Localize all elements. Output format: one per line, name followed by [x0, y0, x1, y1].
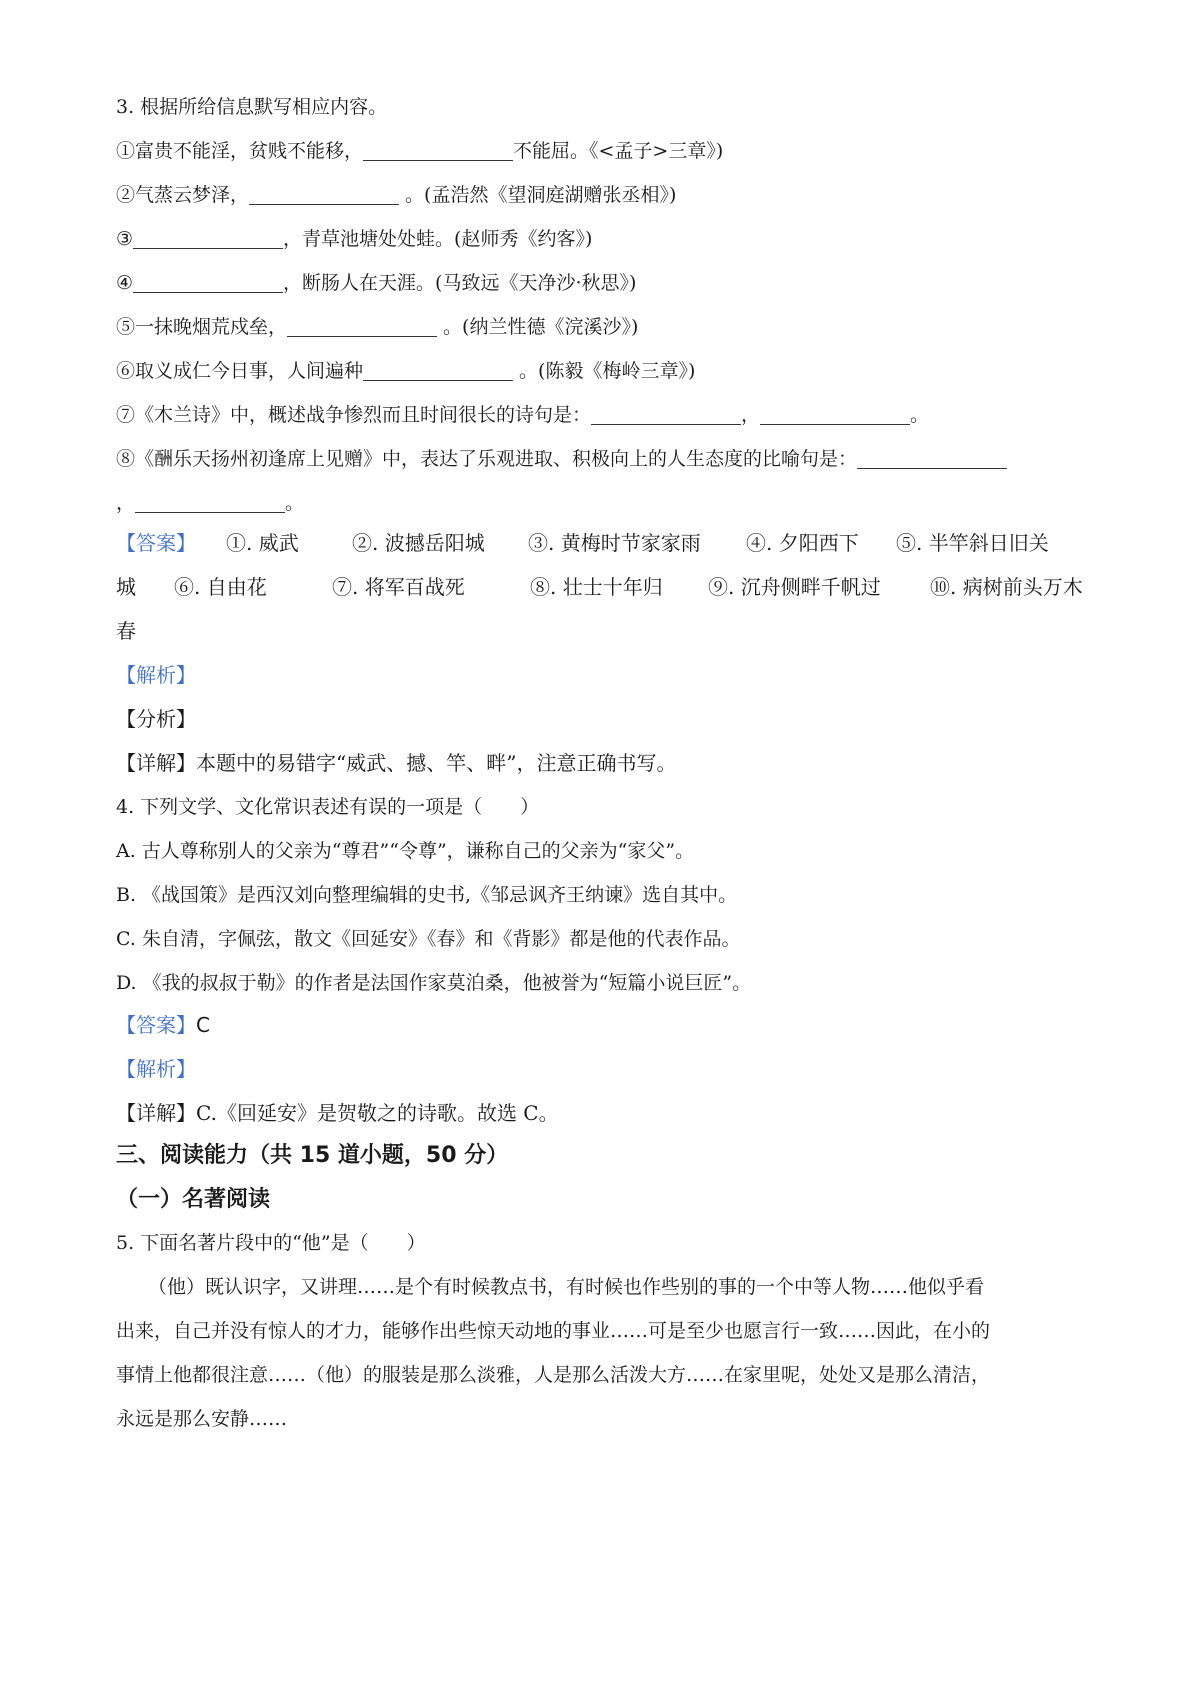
blank-8[interactable] [760, 402, 910, 425]
passage-line-2: 出来，自己并没有惊人的才力，能够作出些惊天动地的事业……可是至少也愿言行一致……因此，在小的 [116, 1320, 991, 1342]
subsection-title: （一）名著阅读 [116, 1187, 271, 1212]
answer-item: ③. 黄梅时节家家雨 [528, 531, 701, 555]
q3-line-1: ①富贵不能淫，贫贱不能移， 不能屈。《<孟子>三章》) [116, 140, 724, 162]
q4-answer: 【答案】C [116, 1013, 210, 1037]
answer-item: ⑧. 壮士十年归 [530, 575, 663, 599]
answer-item: ⑩. 病树前头万木 [930, 575, 1083, 599]
answer-item: ②. 波撼岳阳城 [352, 531, 485, 555]
blank-9[interactable] [857, 446, 1007, 469]
q5-title: 5. 下面名著片段中的“他”是（ ） [116, 1232, 426, 1254]
q4-detail: 【详解】C.《回延安》是贺敬之的诗歌。故选 C。 [116, 1101, 559, 1125]
q3-title: 3. 根据所给信息默写相应内容。 [116, 96, 388, 118]
blank-7[interactable] [591, 402, 741, 425]
q3-line-5: ⑤一抹晚烟荒戍垒， 。(纳兰性德《浣溪沙》) [116, 316, 639, 338]
passage-line-1: （他）既认识字，又讲理……是个有时候教点书，有时候也作些别的事的一个中等人物……他似乎看 [148, 1276, 985, 1298]
q3-line-7: ⑦《木兰诗》中，概述战争惨烈而且时间很长的诗句是： ， 。 [116, 404, 930, 426]
q3-line-8: ⑧《酬乐天扬州初逢席上见赠》中，表达了乐观进取、积极向上的人生态度的比喻句是： [116, 444, 1007, 474]
q3-line-4: ④ ，断肠人在天涯。(马致远《天净沙·秋思》) [116, 272, 637, 294]
blank-1[interactable] [363, 138, 513, 161]
jiexi-label: 【解析】 [116, 663, 196, 687]
answer-item: 城 [116, 575, 136, 599]
answer-item: ⑥. 自由花 [174, 575, 267, 599]
fenxi-label: 【分析】 [116, 707, 196, 731]
q4-title: 4. 下列文学、文化常识表述有误的一项是（ ） [116, 796, 540, 818]
answer-label: 【答案】 [116, 531, 196, 555]
passage-line-3: 事情上他都很注意……（他）的服装是那么淡雅，人是那么活泼大方……在家里呢，处处又是那么清洁， [116, 1364, 991, 1386]
blank-2[interactable] [249, 182, 399, 205]
blank-10[interactable] [135, 490, 285, 513]
q4-option-a[interactable]: A. 古人尊称别人的父亲为“尊君”“令尊”，谦称自己的父亲为“家父”。 [116, 840, 695, 862]
q3-detail: 【详解】本题中的易错字“威武、撼、竿、畔”，注意正确书写。 [116, 751, 677, 775]
answer-item: 春 [116, 619, 136, 643]
passage-line-4: 永远是那么安静…… [116, 1408, 288, 1430]
answer-item: ⑨. 沉舟侧畔千帆过 [708, 575, 881, 599]
answer-item: ⑤. 半竿斜日旧关 [896, 531, 1049, 555]
answer-item: ⑦. 将军百战死 [332, 575, 465, 599]
q3-line-6: ⑥取义成仁今日事，人间遍种 。(陈毅《梅岭三章》) [116, 360, 696, 382]
answer-item: ①. 威武 [226, 531, 299, 555]
q4-jiexi-label: 【解析】 [116, 1057, 196, 1081]
q4-option-d[interactable]: D. 《我的叔叔于勒》的作者是法国作家莫泊桑，他被誉为“短篇小说巨匠”。 [116, 972, 752, 994]
q3-line-2: ②气蒸云梦泽， 。(孟浩然《望洞庭湖赠张丞相》) [116, 184, 677, 206]
blank-4[interactable] [133, 270, 283, 293]
q3-line-9: ， 。 [116, 492, 305, 514]
q4-option-b[interactable]: B. 《战国策》是西汉刘向整理编辑的史书,《邹忌讽齐王纳谏》选自其中。 [116, 884, 738, 906]
q3-line-3: ③ ，青草池塘处处蛙。(赵师秀《约客》) [116, 228, 593, 250]
q4-option-c[interactable]: C. 朱自清，字佩弦，散文《回延安》《春》和《背影》都是他的代表作品。 [116, 928, 741, 950]
answer-item: ④. 夕阳西下 [746, 531, 859, 555]
blank-5[interactable] [287, 314, 437, 337]
blank-3[interactable] [133, 226, 283, 249]
section-title: 三、阅读能力（共 15 道小题，50 分） [116, 1143, 509, 1168]
blank-6[interactable] [363, 358, 513, 381]
